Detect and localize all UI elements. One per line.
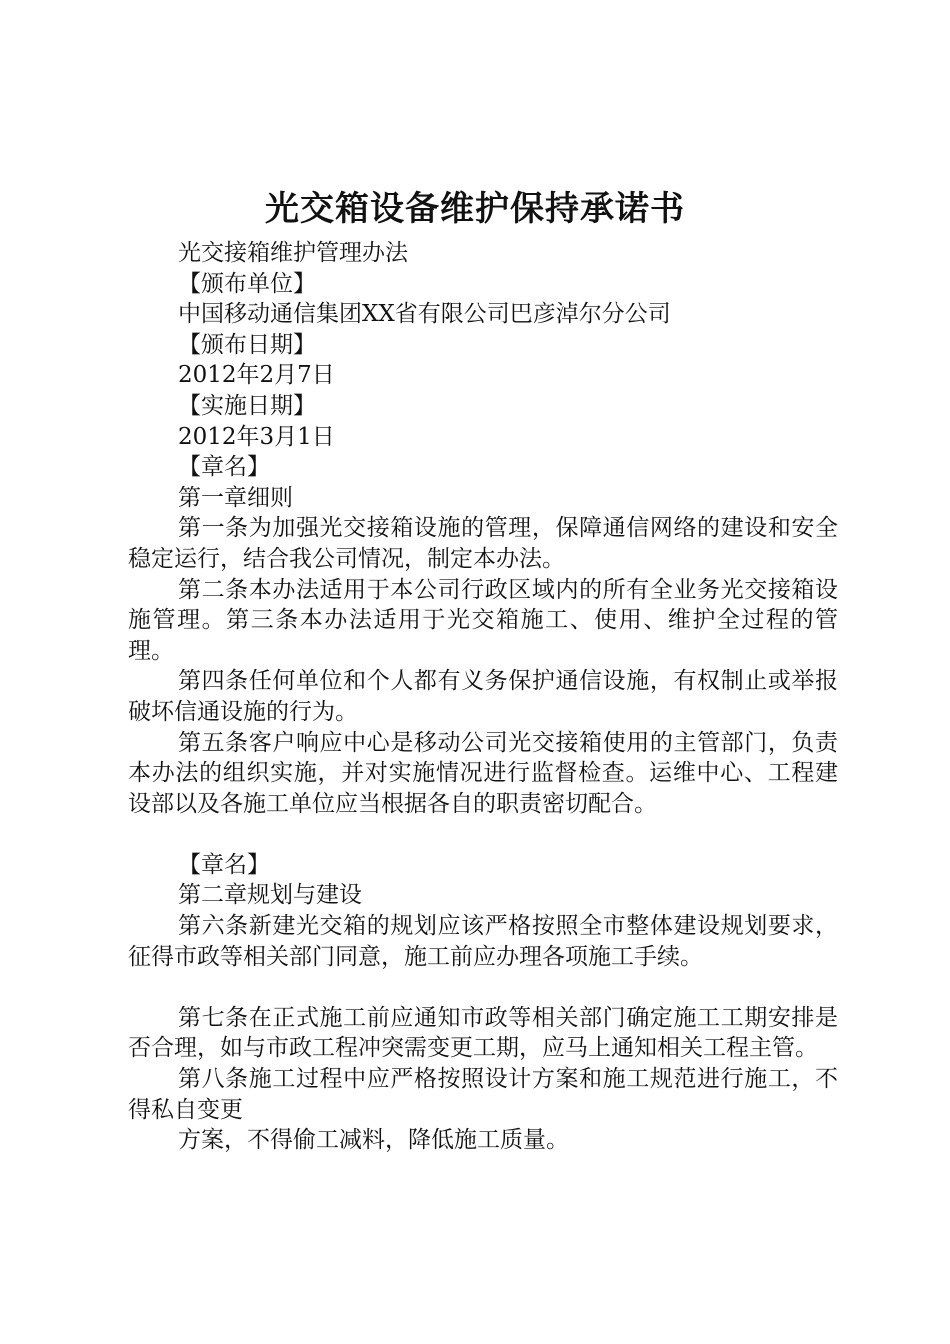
paragraph-article-6: 第六条新建光交箱的规划应该严格按照全市整体建设规划要求，征得市政等相关部门同意，施工前应办理各项施工手续。: [128, 913, 838, 970]
paragraph-article-8-continued: 方案，不得偷工减料，降低施工质量。: [178, 1127, 569, 1154]
paragraph-effective-date: 2012年3月1日: [178, 423, 335, 450]
paragraph-article-4: 第四条任何单位和个人都有义务保护通信设施，有权制止或举报破坏信通设施的行为。: [128, 668, 838, 725]
paragraph-article-7: 第七条在正式施工前应通知市政等相关部门确定施工工期安排是否合理，如与市政工程冲突需变更工期，应马上通知相关工程主管。: [128, 1004, 838, 1062]
document-title: 光交箱设备维护保持承诺书: [265, 189, 685, 229]
paragraph-article-1: 第一条为加强光交接箱设施的管理，保障通信网络的建设和安全稳定运行，结合我公司情况，制定本办法。: [128, 515, 838, 572]
paragraph-chapter-heading: 【章名】: [178, 851, 270, 878]
paragraph-article-5: 第五条客户响应中心是移动公司光交接箱使用的主管部门，负责本办法的组织实施，并对实施情况进行监督检查。运维中心、工程建设部以及各施工单位应当根据各自的职责密切配合。: [128, 729, 838, 817]
paragraph-issuer-heading: 【颁布单位】: [178, 270, 316, 297]
paragraph-article-2-3: 第二条本办法适用于本公司行政区域内的所有全业务光交接箱设施管理。第三条本办法适用于光交箱施工、使用、维护全过程的管理。: [128, 576, 838, 664]
document-body: [128, 238, 838, 1156]
paragraph-article-8: 第八条施工过程中应严格按照设计方案和施工规范进行施工，不得私自变更: [128, 1066, 838, 1123]
paragraph-subtitle: 光交接箱维护管理办法: [178, 240, 408, 266]
paragraph-chapter-heading: 【章名】: [178, 454, 270, 481]
paragraph-issuer: 中国移动通信集团XX省有限公司巴彦淖尔分公司: [178, 301, 671, 328]
paragraph-chapter-two: 第二章规划与建设: [178, 882, 362, 909]
paragraph-issue-date: 2012年2月7日: [178, 362, 335, 389]
paragraph-issue-date-heading: 【颁布日期】: [178, 331, 316, 358]
paragraph-effective-date-heading: 【实施日期】: [178, 392, 316, 419]
paragraph-chapter-one: 第一章细则: [178, 484, 293, 511]
